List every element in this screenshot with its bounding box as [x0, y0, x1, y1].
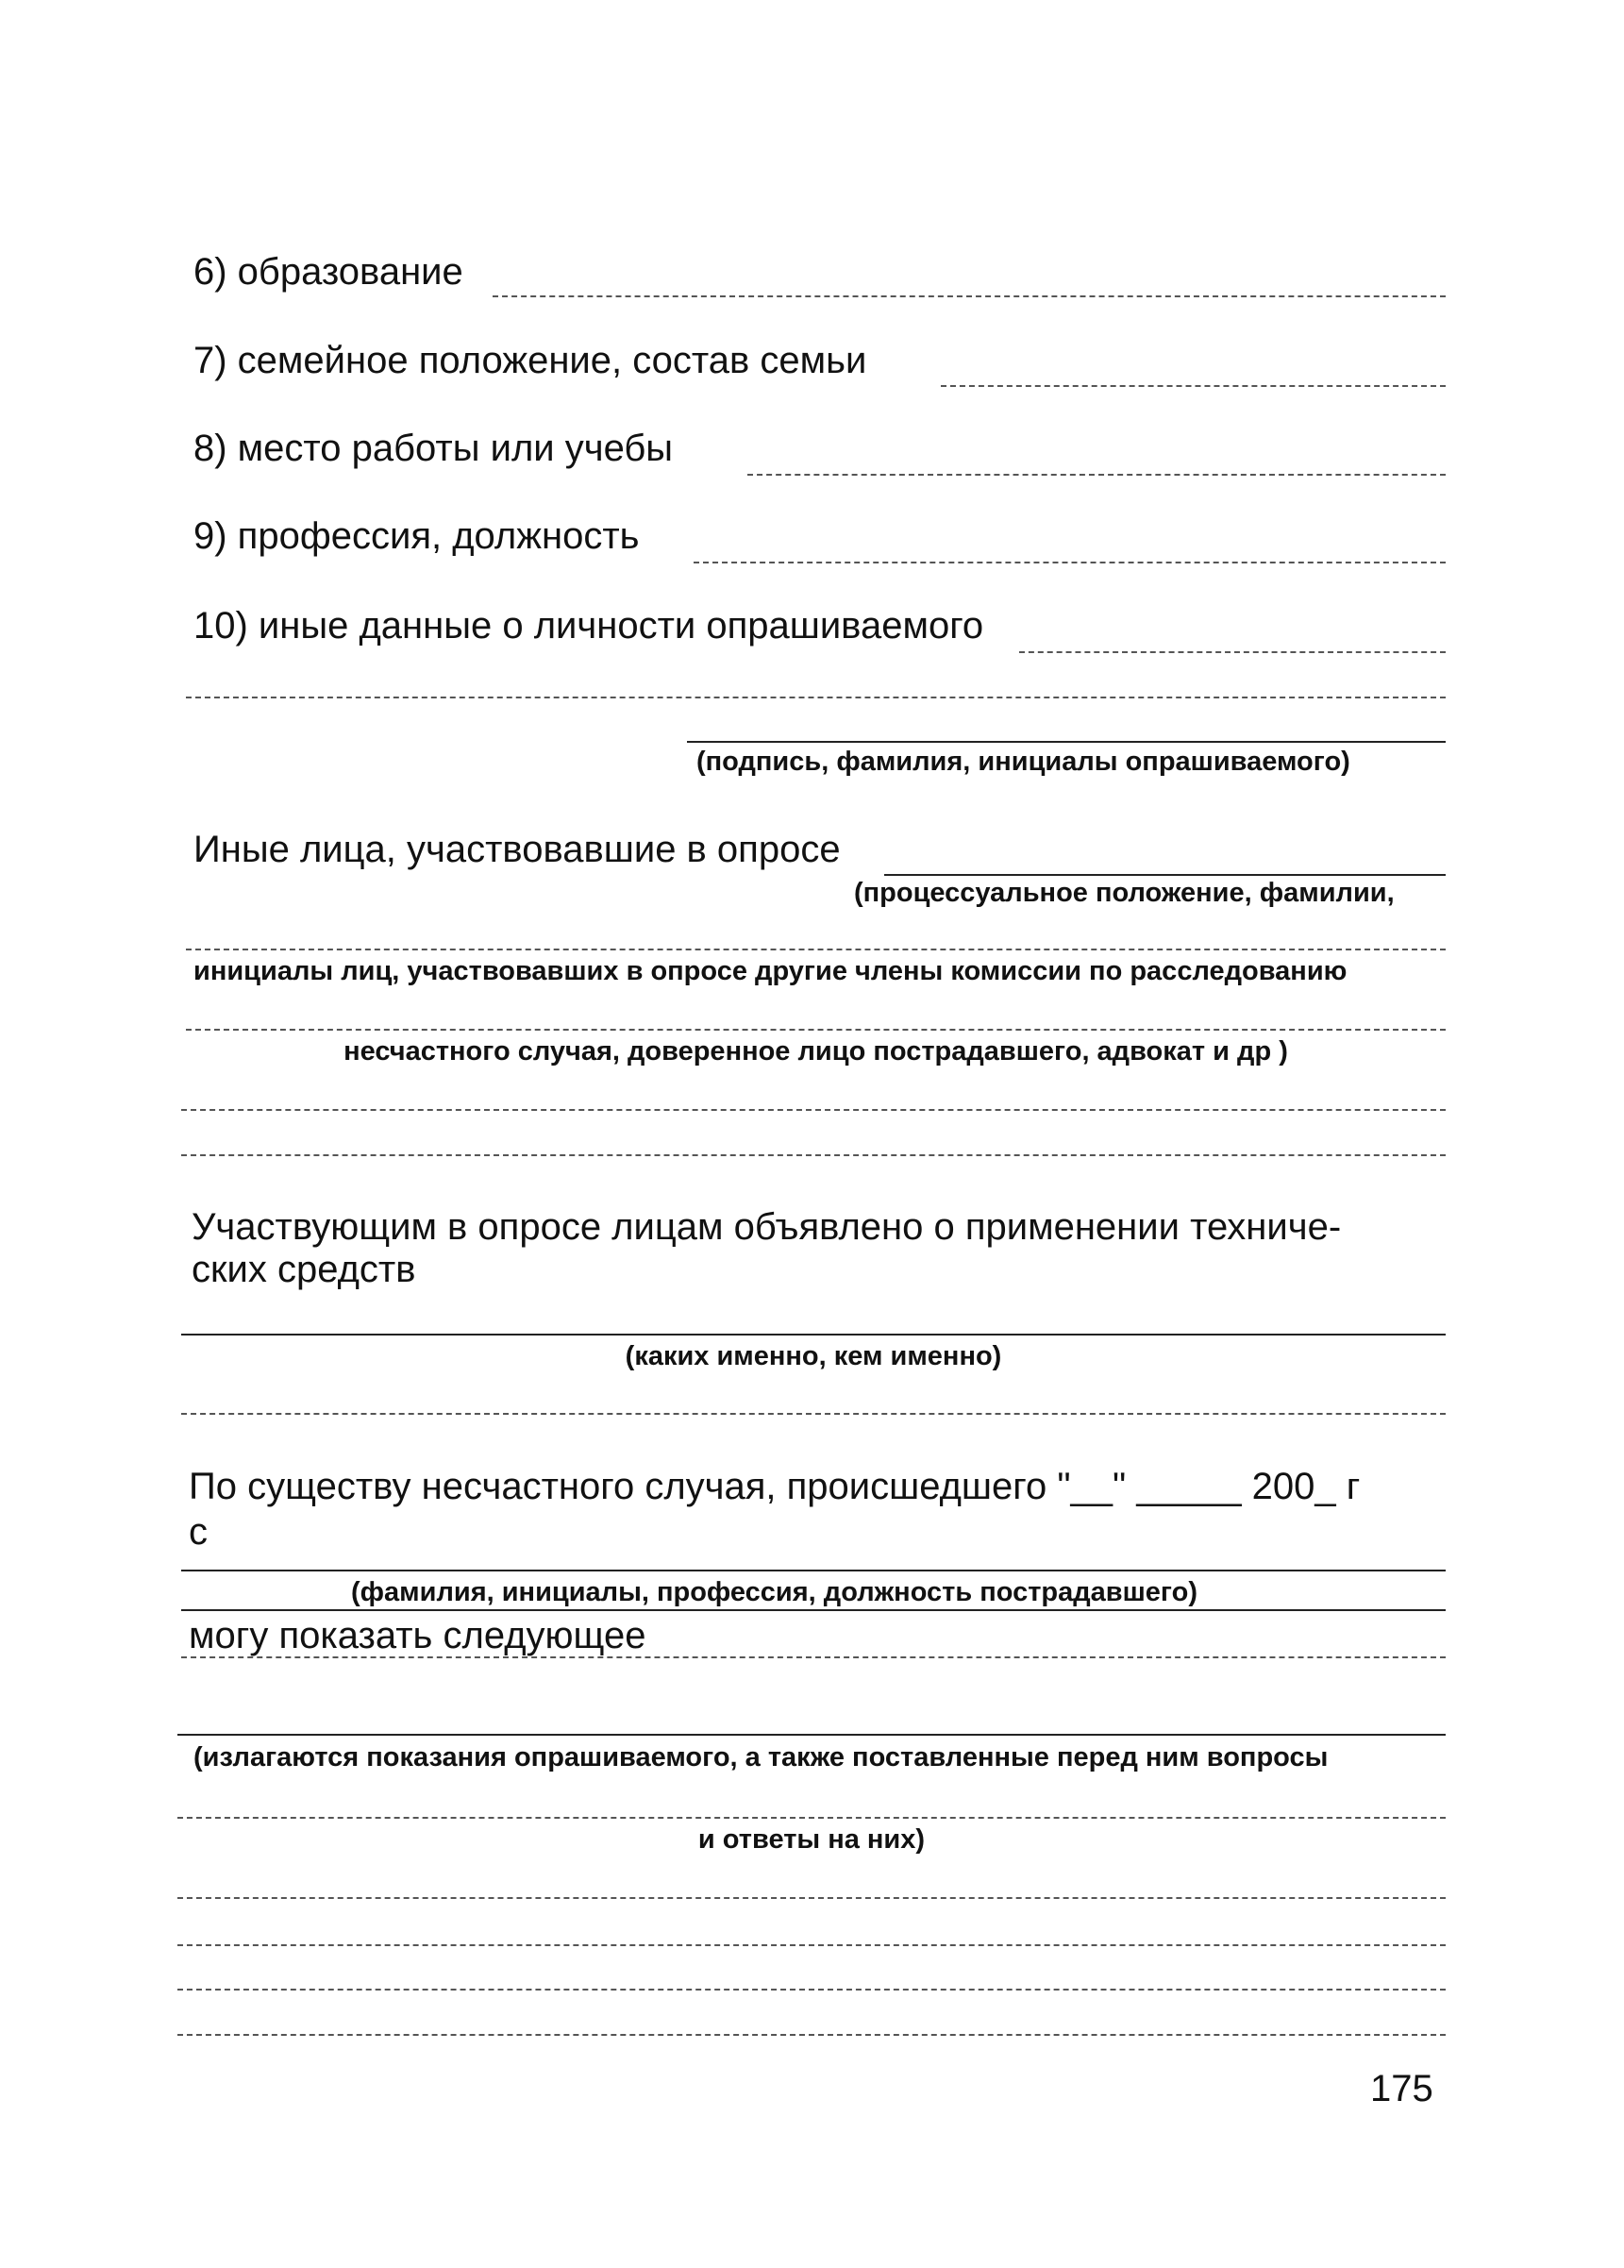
signature-line[interactable]: [687, 741, 1446, 743]
can-show-line[interactable]: [181, 1656, 1446, 1658]
field-family-status-label: 7) семейное положение, состав семьи: [193, 340, 867, 381]
incident-line-2[interactable]: [181, 1609, 1446, 1611]
other-persons-label: Иные лица, участвовавшие в опросе: [193, 829, 841, 870]
testimony-line[interactable]: [177, 1734, 1446, 1736]
testimony-line-2[interactable]: [177, 1817, 1446, 1819]
field-profession-line[interactable]: [694, 562, 1446, 563]
testimony-caption-2: и ответы на них): [697, 1824, 926, 1855]
other-persons-line-3[interactable]: [186, 1029, 1446, 1031]
testimony-line-6[interactable]: [177, 2034, 1446, 2036]
testimony-line-3[interactable]: [177, 1897, 1446, 1899]
field-profession-label: 9) профессия, должность: [193, 515, 640, 557]
field-other-data-label: 10) иные данные о личности опрашиваемого: [193, 605, 984, 647]
other-persons-caption-3: несчастного случая, доверенное лицо пострадавшего, адвокат и др ): [343, 1036, 1288, 1067]
field-workplace-label: 8) место работы или учебы: [193, 428, 674, 469]
page-number: 175: [1370, 2068, 1433, 2109]
field-workplace-line[interactable]: [747, 474, 1446, 476]
other-persons-line[interactable]: [884, 874, 1446, 876]
field-family-status-line[interactable]: [941, 385, 1446, 387]
other-persons-line-4[interactable]: [181, 1109, 1446, 1111]
incident-line[interactable]: [181, 1570, 1446, 1571]
technical-means-text-1: Участвующим в опросе лицам объявлено о применении техниче-: [192, 1206, 1342, 1248]
incident-text-2: с: [189, 1511, 208, 1553]
technical-means-line[interactable]: [181, 1334, 1446, 1336]
other-persons-caption-1: (процессуальное положение, фамилии,: [854, 878, 1395, 908]
field-education-label: 6) образование: [193, 251, 463, 293]
field-education-line[interactable]: [493, 295, 1446, 297]
other-persons-line-2[interactable]: [186, 949, 1446, 950]
other-persons-caption-2: инициалы лиц, участвовавших в опросе другие члены комиссии по расследованию: [193, 956, 1348, 986]
can-show-text: могу показать следующее: [189, 1615, 646, 1656]
field-other-data-line-2[interactable]: [186, 697, 1446, 698]
technical-means-line-2[interactable]: [181, 1413, 1446, 1415]
incident-caption: (фамилия, инициалы, профессия, должность пострадавшего): [351, 1577, 1197, 1607]
signature-caption: (подпись, фамилия, инициалы опрашиваемого): [696, 747, 1350, 777]
technical-means-text-2: ских средств: [192, 1249, 416, 1290]
field-other-data-line[interactable]: [1019, 651, 1446, 653]
testimony-line-5[interactable]: [177, 1989, 1446, 1991]
other-persons-line-5[interactable]: [181, 1154, 1446, 1156]
incident-text-1: По существу несчастного случая, происшедшего "__" _____ 200_ г: [189, 1466, 1361, 1507]
technical-means-caption: (каких именно, кем именно): [625, 1341, 1002, 1371]
testimony-caption-1: (излагаются показания опрашиваемого, а также поставленные перед ним вопросы: [193, 1742, 1329, 1772]
testimony-line-4[interactable]: [177, 1944, 1446, 1946]
